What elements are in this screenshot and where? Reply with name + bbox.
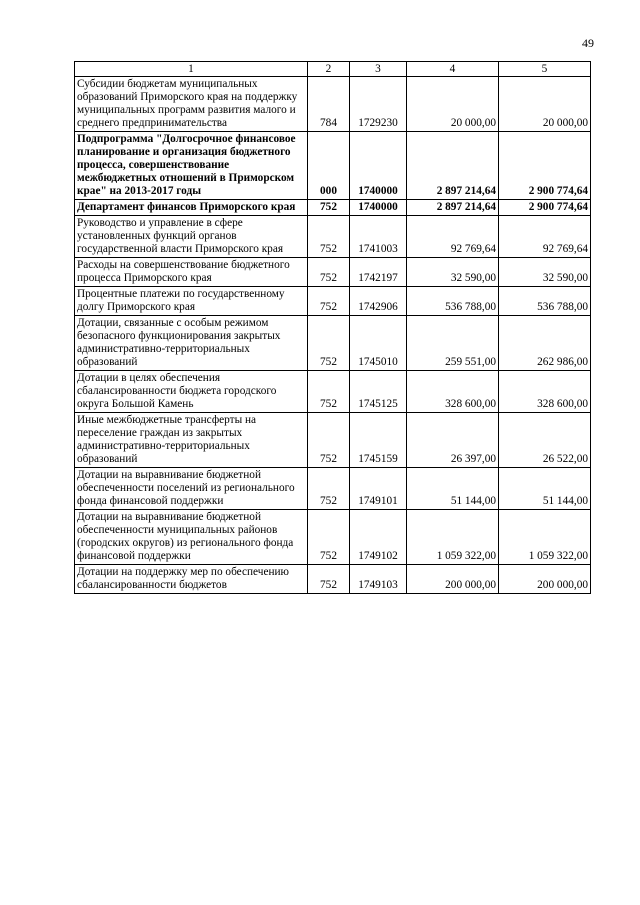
row-amount-cell: 200 000,00 bbox=[499, 565, 591, 594]
row-name-cell: Иные межбюджетные трансферты на переселение граждан из закрытых административно-территориальных образований bbox=[75, 413, 308, 468]
row-target-code-cell: 1745010 bbox=[350, 316, 407, 371]
row-target-code-cell: 1742197 bbox=[350, 258, 407, 287]
row-target-code-cell: 1742906 bbox=[350, 287, 407, 316]
table-row bbox=[75, 510, 591, 565]
row-amount-cell: 2 897 214,64 bbox=[407, 200, 499, 216]
row-name-cell: Дотации на выравнивание бюджетной обеспеченности поселений из регионального фонда финансовой поддержки bbox=[75, 468, 308, 510]
row-amount-cell: 51 144,00 bbox=[499, 468, 591, 510]
budget-table bbox=[74, 61, 591, 594]
row-amount-cell: 26 397,00 bbox=[407, 413, 499, 468]
row-admin-code-cell: 752 bbox=[308, 510, 350, 565]
row-name-cell: Расходы на совершенствование бюджетного процесса Приморского края bbox=[75, 258, 308, 287]
row-name-cell: Дотации на выравнивание бюджетной обеспеченности муниципальных районов (городских округов) из регионального фонда финансовой поддержки bbox=[75, 510, 308, 565]
row-name-cell: Дотации, связанные с особым режимом безопасного функционирования закрытых административно-территориальных образований bbox=[75, 316, 308, 371]
row-amount-cell: 32 590,00 bbox=[499, 258, 591, 287]
table-header-row bbox=[75, 62, 591, 77]
row-admin-code-cell: 752 bbox=[308, 316, 350, 371]
row-admin-code-cell: 752 bbox=[308, 468, 350, 510]
row-target-code-cell: 1740000 bbox=[350, 132, 407, 200]
table-row bbox=[75, 316, 591, 371]
row-amount-cell: 51 144,00 bbox=[407, 468, 499, 510]
table-row bbox=[75, 200, 591, 216]
row-admin-code-cell: 752 bbox=[308, 371, 350, 413]
table-row bbox=[75, 216, 591, 258]
table-row bbox=[75, 287, 591, 316]
row-admin-code-cell: 000 bbox=[308, 132, 350, 200]
row-amount-cell: 26 522,00 bbox=[499, 413, 591, 468]
row-name-cell: Дотации на поддержку мер по обеспечению сбалансированности бюджетов bbox=[75, 565, 308, 594]
row-target-code-cell: 1749103 bbox=[350, 565, 407, 594]
row-amount-cell: 1 059 322,00 bbox=[407, 510, 499, 565]
column-header: 5 bbox=[499, 62, 591, 77]
row-admin-code-cell: 752 bbox=[308, 258, 350, 287]
table-body bbox=[75, 77, 591, 594]
table-row bbox=[75, 413, 591, 468]
row-amount-cell: 2 900 774,64 bbox=[499, 200, 591, 216]
row-name-cell: Процентные платежи по государственному долгу Приморского края bbox=[75, 287, 308, 316]
row-amount-cell: 262 986,00 bbox=[499, 316, 591, 371]
table-row bbox=[75, 371, 591, 413]
row-amount-cell: 536 788,00 bbox=[407, 287, 499, 316]
row-name-cell: Руководство и управление в сфере установленных функций органов государственной власти Приморского края bbox=[75, 216, 308, 258]
row-amount-cell: 92 769,64 bbox=[407, 216, 499, 258]
row-target-code-cell: 1740000 bbox=[350, 200, 407, 216]
row-amount-cell: 200 000,00 bbox=[407, 565, 499, 594]
row-target-code-cell: 1745159 bbox=[350, 413, 407, 468]
row-amount-cell: 536 788,00 bbox=[499, 287, 591, 316]
row-amount-cell: 328 600,00 bbox=[407, 371, 499, 413]
row-target-code-cell: 1745125 bbox=[350, 371, 407, 413]
row-name-cell: Подпрограмма "Долгосрочное финансовое планирование и организация бюджетного процесса, совершенствование межбюджетных отношений в Приморском крае" на 2013-2017 годы bbox=[75, 132, 308, 200]
row-amount-cell: 2 900 774,64 bbox=[499, 132, 591, 200]
row-name-cell: Субсидии бюджетам муниципальных образований Приморского края на поддержку муниципальных программ развития малого и среднего предпринимательства bbox=[75, 77, 308, 132]
row-admin-code-cell: 752 bbox=[308, 200, 350, 216]
page-number: 49 bbox=[582, 36, 594, 50]
row-admin-code-cell: 752 bbox=[308, 565, 350, 594]
row-amount-cell: 259 551,00 bbox=[407, 316, 499, 371]
row-target-code-cell: 1741003 bbox=[350, 216, 407, 258]
table-row bbox=[75, 258, 591, 287]
column-header: 3 bbox=[350, 62, 407, 77]
row-amount-cell: 328 600,00 bbox=[499, 371, 591, 413]
row-target-code-cell: 1729230 bbox=[350, 77, 407, 132]
row-admin-code-cell: 752 bbox=[308, 287, 350, 316]
column-header: 2 bbox=[308, 62, 350, 77]
row-admin-code-cell: 784 bbox=[308, 77, 350, 132]
row-amount-cell: 92 769,64 bbox=[499, 216, 591, 258]
table-row bbox=[75, 468, 591, 510]
row-admin-code-cell: 752 bbox=[308, 413, 350, 468]
row-target-code-cell: 1749102 bbox=[350, 510, 407, 565]
row-amount-cell: 2 897 214,64 bbox=[407, 132, 499, 200]
row-admin-code-cell: 752 bbox=[308, 216, 350, 258]
row-amount-cell: 32 590,00 bbox=[407, 258, 499, 287]
row-name-cell: Департамент финансов Приморского края bbox=[75, 200, 308, 216]
table-row bbox=[75, 132, 591, 200]
row-amount-cell: 20 000,00 bbox=[499, 77, 591, 132]
row-amount-cell: 20 000,00 bbox=[407, 77, 499, 132]
table-row bbox=[75, 77, 591, 132]
row-target-code-cell: 1749101 bbox=[350, 468, 407, 510]
table-row bbox=[75, 565, 591, 594]
row-name-cell: Дотации в целях обеспечения сбалансированности бюджета городского округа Большой Камень bbox=[75, 371, 308, 413]
column-header: 1 bbox=[75, 62, 308, 77]
column-header: 4 bbox=[407, 62, 499, 77]
row-amount-cell: 1 059 322,00 bbox=[499, 510, 591, 565]
